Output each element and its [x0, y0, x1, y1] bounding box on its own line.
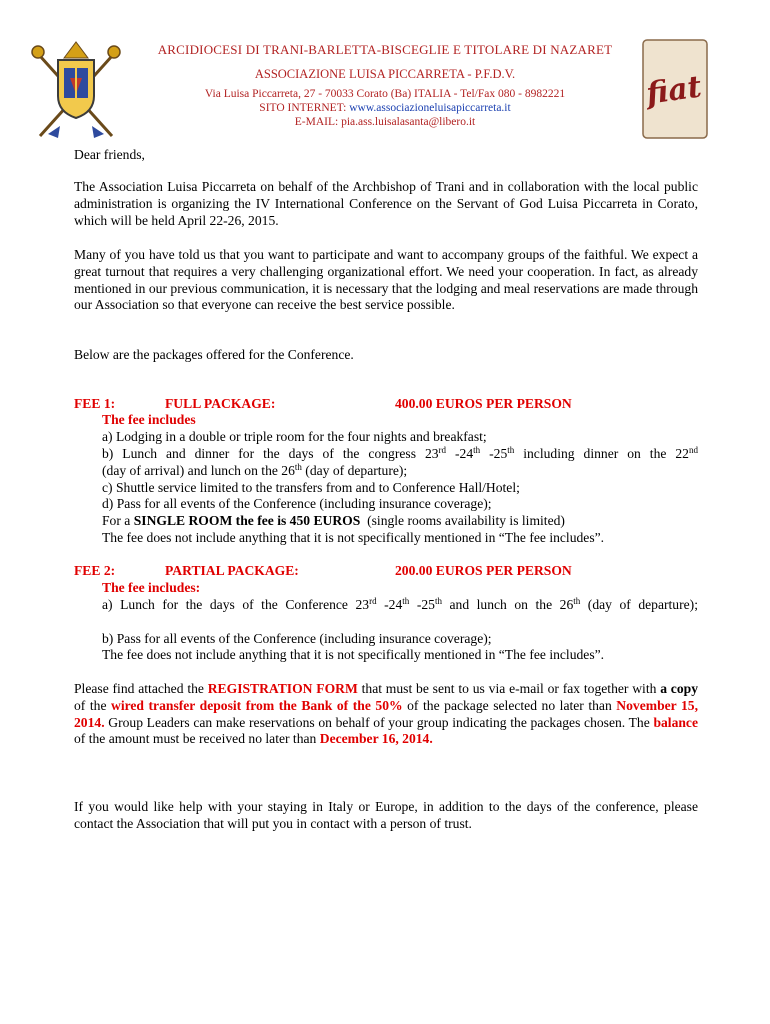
fee1-exclusion: The fee does not include anything that it is not specifically mentioned in “The fee includes”.	[102, 530, 605, 545]
fee2-name: PARTIAL PACKAGE:	[165, 563, 299, 578]
address-line: Via Luisa Piccarreta, 27 - 70033 Corato (Ba) ITALIA - Tel/Fax 080 - 8982221	[204, 88, 566, 100]
fee2-item-a: a) Lunch for the days of the Conference 23rd -24th -25th and lunch on the 26th (day of departure);	[102, 596, 698, 612]
fee1-single-room: For a SINGLE ROOM the fee is 450 EUROS (single rooms availability is limited)	[102, 513, 565, 528]
fee1-item-b-cont: (day of arrival) and lunch on the 26th (day of departure);	[102, 462, 408, 478]
fee2-label: FEE 2:	[74, 563, 116, 578]
archdiocese-coat-of-arms-logo	[30, 38, 122, 144]
website-line	[130, 102, 640, 114]
participation-paragraph: Many of you have told us that you want to participate and want to accompany groups of the faithful. We expect a great turnout that requires a very challenging organizational effort. We need your cooperation. In fact, as already mentioned in our previous communication, it is necessary that the lodging and meal reservations are made through our Association so that everyone can receive the best service possible.	[74, 247, 698, 313]
fee1-item-c: c) Shuttle service limited to the transfers from and to Conference Hall/Hotel;	[102, 480, 520, 495]
association-name: ASSOCIAZIONE LUISA PICCARRETA - P.F.D.V.	[254, 67, 516, 81]
email-address[interactable]: pia.ass.luisalasanta@libero.it	[341, 116, 476, 128]
registration-form-link: REGISTRATION FORM	[207, 681, 358, 696]
fiat-logo-text: fiat	[644, 69, 704, 112]
fee1-includes-title: The fee includes	[102, 412, 196, 427]
fee2-item-b: b) Pass for all events of the Conference (including insurance coverage);	[102, 631, 492, 646]
registration-paragraph: Please find attached the REGISTRATION FORM that must be sent to us via e-mail or fax together with a copy of the wired transfer deposit from the Bank of the 50% of the package selected no later than November 15, 2014. Group Leaders can make reservations on behalf of your group indicating the packages chosen. The balance of the amount must be received no later than December 16, 2014.	[74, 681, 698, 747]
email-line	[130, 116, 640, 128]
fee1-item-d: d) Pass for all events of the Conference (including insurance coverage);	[102, 496, 492, 511]
fee1-price: 400.00 EUROS PER PERSON	[395, 396, 572, 411]
help-paragraph: If you would like help with your staying in Italy or Europe, in addition to the days of the conference, please contact the Association that will put you in contact with a person of trust.	[74, 799, 698, 831]
greeting: Dear friends,	[74, 147, 145, 162]
fee2-price: 200.00 EUROS PER PERSON	[395, 563, 572, 578]
fiat-logo	[641, 38, 709, 140]
fee1-name: FULL PACKAGE:	[165, 396, 276, 411]
intro-paragraph: The Association Luisa Piccarreta on behalf of the Archbishop of Trani and in collaboration with the local public administration is organizing the IV International Conference on the Servant of God Luisa Piccarreta in Corato, which will be held April 22-26, 2015.	[74, 179, 698, 228]
fee1-item-a: a) Lodging in a double or triple room for the four nights and breakfast;	[102, 429, 487, 444]
fee1-label: FEE 1:	[74, 396, 116, 411]
email-label: E-MAIL:	[294, 116, 342, 128]
website-label: SITO INTERNET:	[259, 102, 350, 114]
archdiocese-header: ARCIDIOCESI DI TRANI-BARLETTA-BISCEGLIE E TITOLARE DI NAZARET	[157, 42, 613, 57]
website-link[interactable]: www.associazioneluisapiccarreta.it	[349, 102, 511, 114]
fee2-exclusion: The fee does not include anything that it is not specifically mentioned in “The fee includes”.	[102, 647, 605, 662]
packages-intro: Below are the packages offered for the Conference.	[74, 347, 354, 362]
fee1-item-b: b) Lunch and dinner for the days of the congress 23rd -24th -25th including dinner on the 22nd	[102, 445, 698, 461]
fee2-includes-title: The fee includes:	[102, 580, 201, 595]
